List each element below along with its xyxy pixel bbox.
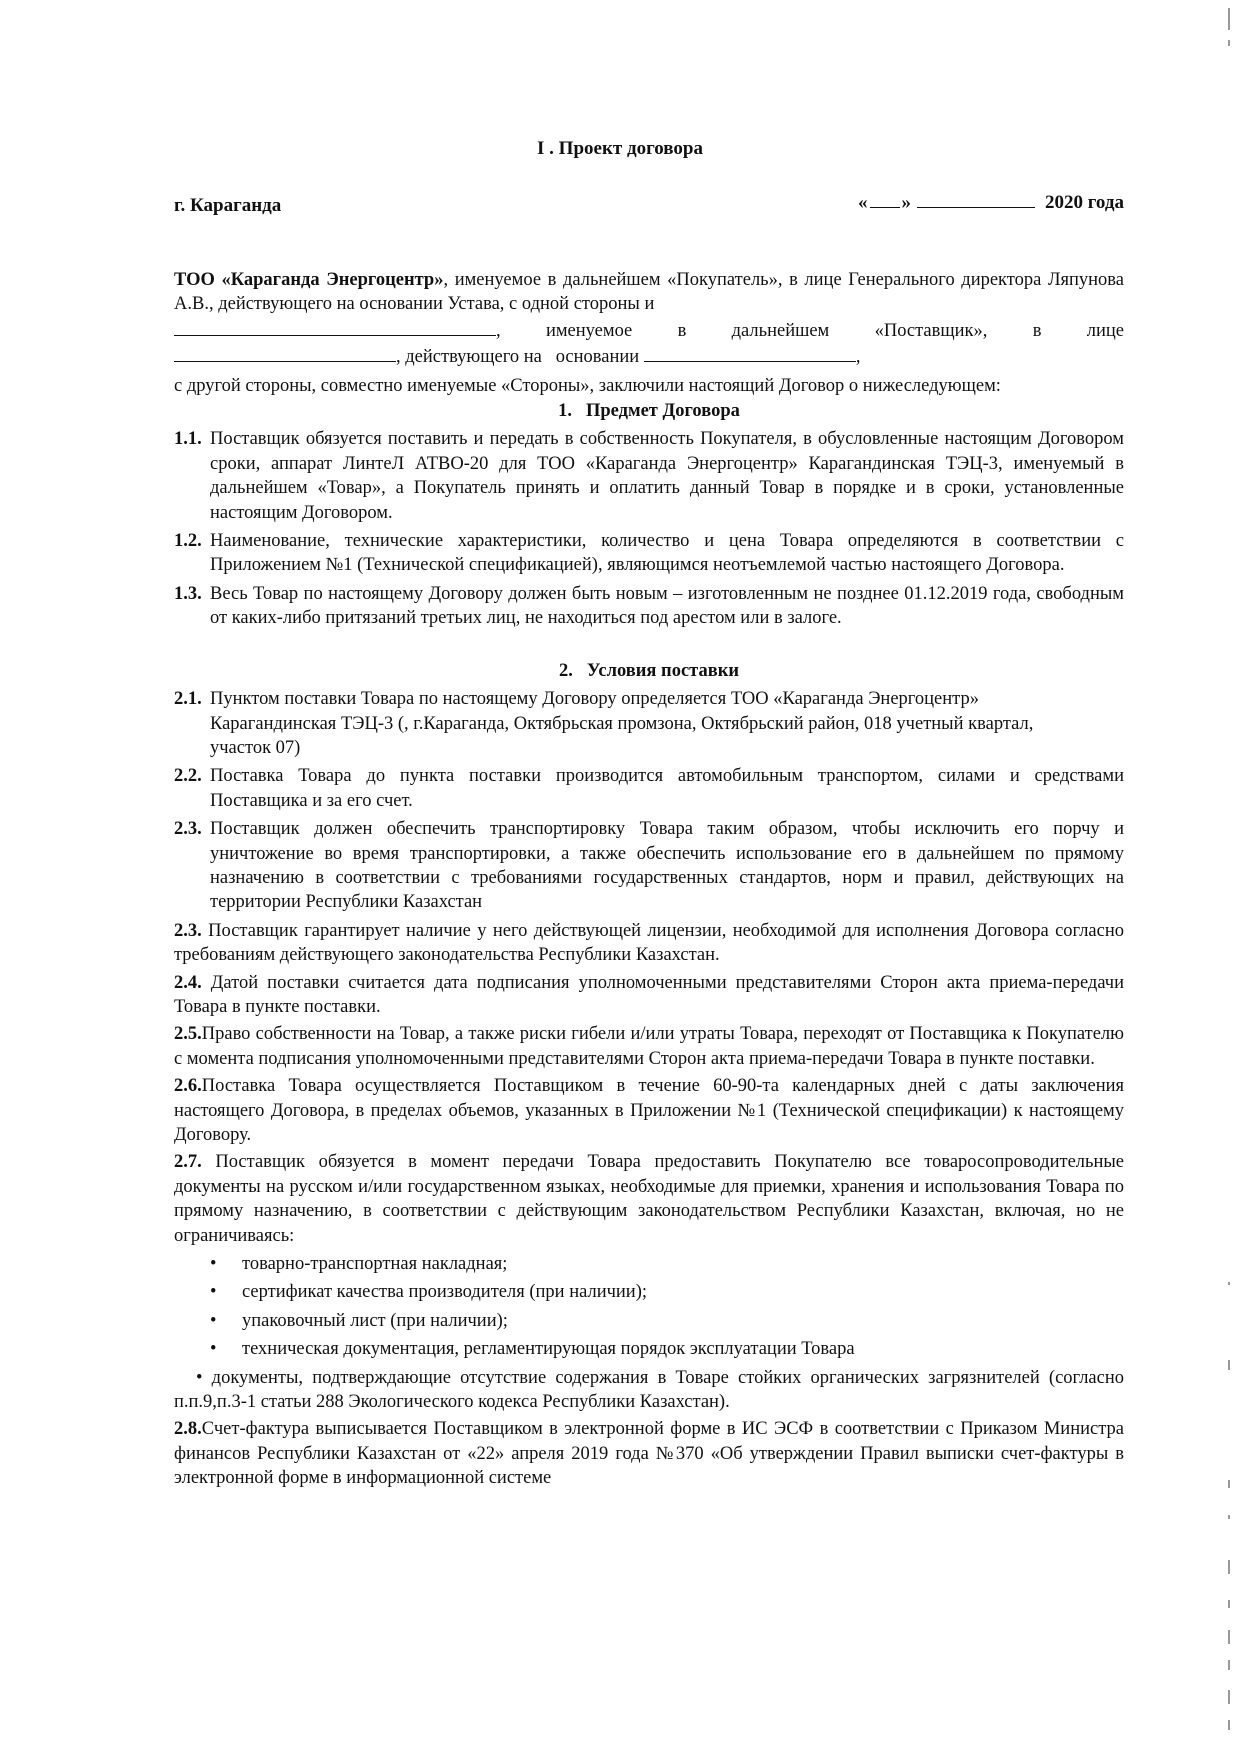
preamble-text-1: , именуемое в дальнейшем «Покупатель», в лице Генерального директора Ляпунова А.В., действующего на основании Устава, с одной стороны и (174, 270, 1125, 315)
clause-text: Поставщик должен обеспечить транспортировку Товара таким образом, чтобы исключить его порчу и уничтожение во время транспортировки, а также обеспечить использование его в дальнейшем по прямому назначению в соответствии с требованиями государственных стандартов, норм и правил, действующих на территории Республики Казахстан (210, 819, 1124, 913)
clause-number: 1.2. (174, 531, 202, 552)
contract-date (858, 192, 1124, 214)
clause-number: 2.3. (174, 920, 202, 941)
clause-2-5 (174, 1022, 1124, 1071)
bullet-icon: • (210, 1339, 217, 1360)
city: г. Караганда (174, 195, 282, 216)
scan-edge-marks (1218, 0, 1232, 1754)
list-item (174, 1309, 1124, 1333)
documents-list (174, 1252, 1124, 1362)
clause-text: Поставка Товара осуществляется Поставщиком в течение 60-90-та календарных дней с даты заключения настоящего Договора, в пределах объемов, указанных в Приложении №1 (Технической спецификации) к настоящему Договору. (174, 1076, 1124, 1145)
preamble-text-3b: основании (555, 347, 640, 368)
list-item-text: сертификат качества производителя (при наличии); (242, 1282, 648, 1303)
clause-2-3-license (174, 919, 1124, 968)
bullet-extra-text: документы, подтверждающие отсутствие содержания в Товаре стойких органических загрязнителей (согласно п.п.9,п.3-1 статьи 288 Экологического кодекса Республики Казахстан). (174, 1367, 1125, 1413)
clause-text: Поставщик обязуется в момент передачи Товара предоставить Покупателю все товаросопроводительные документы на русском и/или государственном языках, необходимые для приемки, хранения и использования Товара по прямому назначению, в соответствии с действующим законодательством Республики Казахстан, включая, но не ограничиваясь: (174, 1152, 1124, 1246)
preamble-text-3a: , действующего на (396, 347, 542, 368)
clause-1-1 (174, 427, 1124, 525)
clause-number: 2.4. (174, 972, 202, 993)
clause-2-8 (174, 1417, 1124, 1490)
clause-2-2 (174, 764, 1124, 813)
clause-number: 2.6. (174, 1076, 202, 1097)
bullet-icon: • (210, 1254, 217, 1275)
clause-2-3 (174, 817, 1124, 915)
clause-text: Весь Товар по настоящему Договору должен быть новым – изготовленным не позднее 01.12.2019 года, свободным от каких-либо притязаний третьих лиц, не находиться под арестом или в залоге. (210, 583, 1124, 629)
clause-2-6 (174, 1074, 1124, 1147)
day-blank (870, 207, 900, 208)
clause-1-3 (174, 582, 1124, 631)
bullet-icon: • (210, 1310, 217, 1331)
month-blank (917, 207, 1035, 208)
clause-text: Поставщик гарантирует наличие у него действующей лицензии, необходимой для исполнения Договора согласно требованиям действующего законодательства Республики Казахстан. (174, 920, 1125, 966)
date-close-quote: » (901, 192, 912, 213)
clause-text: Поставка Товара до пункта поставки производится автомобильным транспортом, силами и средствами Поставщика и за его счет. (210, 766, 1124, 811)
preamble-p1 (174, 268, 1124, 317)
section-2-title (174, 659, 1124, 683)
contract-body (174, 268, 1124, 1494)
supplier-name-blank (174, 317, 496, 336)
section-1-number: 1. (558, 401, 572, 422)
basis-blank (644, 343, 856, 362)
list-item (174, 1252, 1124, 1276)
clause-text: Поставщик обязуется поставить и передать в собственность Покупателя, в обусловленные настоящим Договором сроки, аппарат ЛинтеЛ АТВО-20 для ТОО «Караганда Энергоцентр» Карагандинская ТЭЦ-3, именуемый в дальнейшем «Товар», а Покупатель принять и оплатить данный Товар в порядке и в сроки, установленные настоящим Договором. (210, 429, 1124, 523)
clause-number: 2.3. (174, 819, 202, 840)
clause-text: Наименование, технические характеристики, количество и цена Товара определяются в соответствии с Приложением №1 (Технической спецификацией), являющимся неотъемлемой частью настоящего Договора. (210, 531, 1124, 576)
list-item-text: упаковочный лист (при наличии); (242, 1310, 508, 1331)
preamble-p2 (174, 317, 1124, 343)
clause-text: Счет-фактура выписывается Поставщиком в электронной форме в ИС ЭСФ в соответствии с Приказом Министра финансов Республики Казахстан от «22» апреля 2019 года №370 «Об утверждении Правил выписки счет-фактуры в электронной форме в информационной системе (174, 1419, 1124, 1489)
clause-2-1 (174, 687, 1124, 760)
clause-text: Право собственности на Товар, а также риски гибели и/или утраты Товара, переходят от Поставщика к Покупателю с момента подписания уполномоченными представителями Сторон акта приема-передачи Товара в пункте поставки. (174, 1024, 1124, 1069)
clause-text: Датой поставки считается дата подписания уполномоченными представителями Сторон акта приема-передачи Товара в пункте поставки. (174, 972, 1124, 1017)
preamble-text-2: , именуемое в дальнейшем «Поставщик», в лице (496, 320, 1124, 341)
clause-number: 2.7. (174, 1152, 202, 1173)
clause-number: 2.5. (174, 1024, 202, 1045)
clause-number: 1.3. (174, 583, 202, 604)
buyer-org: ТОО «Караганда Энергоцентр» (174, 270, 444, 290)
section-1-heading: Предмет Договора (585, 401, 740, 422)
representative-blank (174, 343, 396, 362)
list-item-text: товарно-транспортная накладная; (242, 1254, 508, 1275)
list-item-text: техническая документация, регламентирующая порядок эксплуатации Товара (242, 1339, 855, 1360)
clause-2-4 (174, 971, 1124, 1020)
list-item (174, 1337, 1124, 1361)
clause-number: 2.2. (174, 766, 202, 787)
document-title: I . Проект договора (537, 138, 703, 159)
preamble-p3: , действующего на основании , (174, 343, 1124, 369)
clause-number: 2.1. (174, 689, 202, 710)
preamble-p4: с другой стороны, совместно именуемые «Стороны», заключили настоящий Договор о нижеследующем: (174, 375, 1001, 396)
clause-text: Пунктом поставки Товара по настоящему Договору определяется ТОО «Караганда Энергоцентр» Карагандинская ТЭЦ-3 (, г.Караганда, Октябрьская промзона, Октябрьский район, 018 учетный квартал, участок 07) (210, 689, 1034, 758)
clause-1-2 (174, 529, 1124, 578)
section-2-number: 2. (558, 660, 573, 681)
clause-2-7 (174, 1150, 1124, 1248)
date-open-quote: « (858, 192, 868, 213)
section-2-heading: Условия поставки (586, 660, 740, 681)
section-1-title (174, 399, 1124, 423)
list-item (174, 1280, 1124, 1304)
date-year: 2020 года (1045, 192, 1124, 213)
bullet-icon: • (196, 1367, 203, 1388)
bullet-icon: • (210, 1282, 217, 1303)
clause-number: 1.1. (174, 429, 202, 450)
clause-number: 2.8. (174, 1419, 202, 1440)
bullet-extra (174, 1366, 1124, 1415)
